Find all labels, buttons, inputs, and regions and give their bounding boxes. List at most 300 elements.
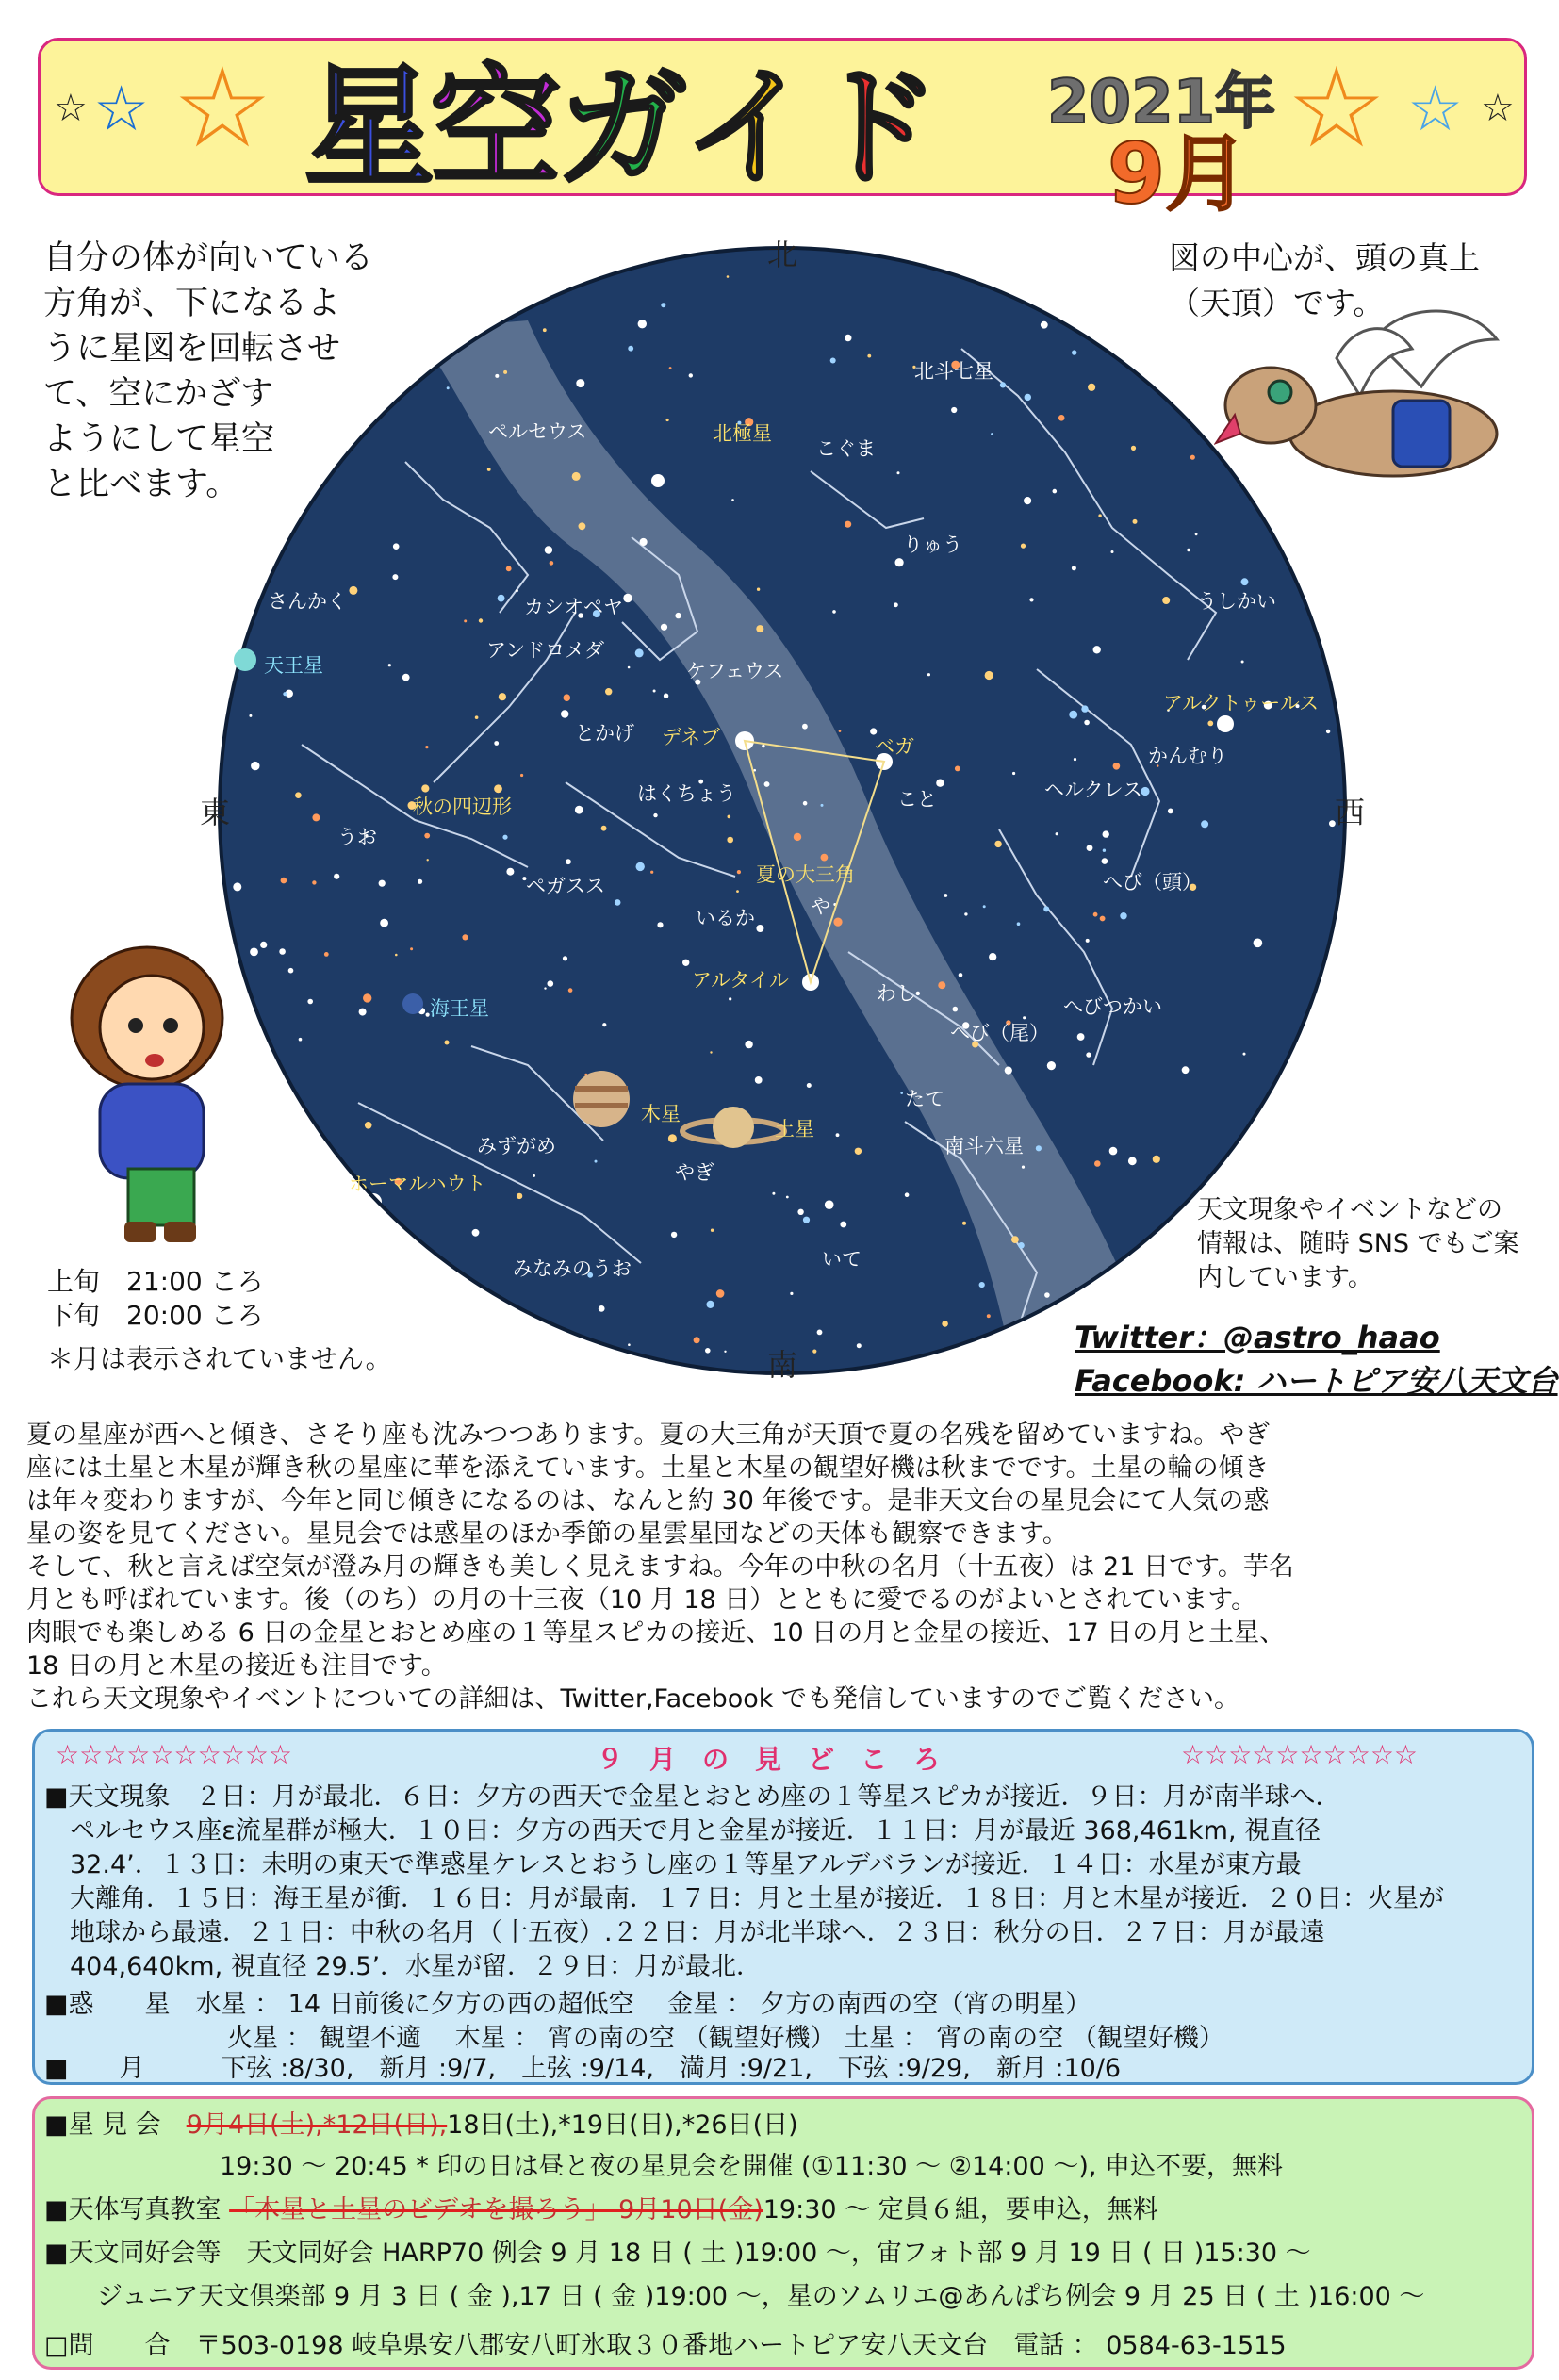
star-dot — [867, 354, 871, 358]
highlights-heading: ９ 月 の 見 ど こ ろ — [597, 1744, 941, 1775]
star-dot — [564, 694, 571, 701]
star-dot — [548, 980, 554, 987]
star-dot — [830, 358, 836, 364]
star-dot — [1036, 1145, 1042, 1151]
star-dot — [797, 1209, 803, 1215]
star-dot — [544, 987, 546, 989]
constellation-label: へびつかい — [1063, 995, 1162, 1018]
star-dot — [498, 595, 505, 602]
phenomena-line: 大離角．１５日：海王星が衝．１６日：月が最南．１７日：月と土星が接近．１８日：月と木星が接近．２０日：火星が — [44, 1884, 1444, 1913]
star-dot — [755, 1076, 763, 1084]
star-dot — [334, 874, 339, 879]
star-dot — [1081, 705, 1088, 712]
star-dot — [711, 1229, 714, 1232]
bright-star — [1217, 715, 1234, 732]
star-dot — [388, 664, 391, 666]
star-dot — [602, 1023, 606, 1026]
star-dot — [1058, 415, 1065, 421]
star-dot — [1043, 906, 1049, 911]
star-icon: ☆ — [1287, 42, 1387, 172]
star-dot — [705, 1348, 711, 1354]
star-dot — [959, 973, 963, 977]
star-dot — [675, 613, 681, 618]
body-line: 18 日の月と木星の接近も注目です。 — [26, 1651, 447, 1681]
club-line: ジュニア天文倶楽部 9 月 3 日 ( 金 ),17 日 ( 金 )19:00 ～，星のソムリエ@あんぱち例会 9 月 25 日 ( 土 )16:00 ～ — [97, 2282, 1425, 2311]
photo-class-cancelled: 「木星と土星のビデオを撮ろう」 9月10日(金) — [229, 2195, 763, 2224]
star-dot — [1131, 446, 1136, 451]
constellation-label: 北極星 — [713, 422, 772, 445]
star-dot — [964, 912, 967, 915]
constellation-label: へび（頭） — [1103, 871, 1202, 894]
star-dot — [1086, 1052, 1091, 1057]
star-dot — [561, 710, 568, 717]
star-dot — [572, 472, 581, 481]
star-dot — [1024, 497, 1031, 504]
star-dot — [393, 543, 400, 550]
star-dot — [936, 780, 944, 787]
star-dot — [794, 833, 801, 841]
sns-note-line: 情報は、随時 SNS でもご案 — [1197, 1229, 1519, 1258]
star-dot — [944, 894, 947, 897]
star-dot — [832, 610, 836, 614]
star-dot — [520, 774, 523, 777]
intro-line: 自分の体が向いている — [43, 239, 374, 277]
star-dot — [283, 692, 287, 696]
star-dot — [418, 879, 422, 884]
star-dot — [475, 715, 479, 719]
star-dot — [1029, 598, 1033, 601]
star-dot — [628, 346, 633, 352]
star-dot — [380, 919, 388, 927]
star-dot — [628, 1343, 631, 1346]
star-dot — [402, 674, 410, 681]
star-dot — [640, 538, 648, 546]
direction-south: 南 — [766, 1347, 797, 1383]
constellation-label: 天王星 — [264, 654, 323, 677]
star-dot — [817, 1330, 823, 1336]
star-dot — [716, 1289, 725, 1298]
star-dot — [802, 724, 808, 730]
star-dot — [502, 835, 507, 840]
neptune-icon — [402, 993, 423, 1014]
star-dot — [1047, 1061, 1056, 1070]
star-dot — [359, 1009, 367, 1016]
star-dot — [994, 841, 1001, 847]
star-dot — [894, 602, 898, 607]
year-label: 2021年 — [1047, 68, 1276, 138]
star-dot — [628, 666, 631, 669]
star-dot — [916, 992, 920, 995]
constellation-label: ケフェウス — [686, 660, 784, 682]
club-line: ■天文同好会等 天文同好会 HARP70 例会 9 月 18 日 ( 土 )19:00 ～，宙フォト部 9 月 19 日 ( 日 )15:30 ～ — [44, 2239, 1311, 2268]
star-dot — [653, 813, 657, 817]
star-dot — [1086, 939, 1090, 943]
star-dot — [503, 370, 507, 374]
star-dot — [288, 968, 294, 974]
star-dot — [566, 859, 571, 864]
body-line: は年々変わりますが、今年と同じ傾きになるのは、なんと約 30 年後です。是非天文台の星見会にて人気の惑 — [26, 1486, 1270, 1516]
constellation-label: はくちょう — [637, 782, 736, 805]
constellation-label: 海王星 — [430, 997, 489, 1020]
star-dot — [1072, 566, 1076, 570]
direction-west: 西 — [1334, 795, 1365, 830]
star-icon: ☆ — [54, 87, 88, 130]
twitter-link[interactable]: Twitter：@astro_haao — [1075, 1320, 1440, 1355]
constellation-label: いて — [822, 1248, 862, 1271]
star-dot — [710, 1051, 712, 1053]
star-dot — [636, 862, 645, 871]
constellation-label: ホーマルハウト — [349, 1173, 486, 1195]
star-dot — [953, 1007, 959, 1012]
star-dot — [836, 1133, 840, 1137]
star-dot — [427, 859, 429, 861]
star-dot — [1241, 661, 1244, 664]
star-dot — [845, 335, 851, 341]
star-dot — [1017, 922, 1021, 926]
star-dot — [938, 981, 945, 989]
star-dot — [1243, 1053, 1246, 1056]
photo-class-row — [44, 2193, 1158, 2227]
star-dot — [821, 804, 824, 807]
star-dot — [1005, 1067, 1012, 1075]
star-dot — [623, 594, 632, 602]
star-dot — [1128, 1157, 1137, 1165]
star-dot — [1072, 350, 1076, 354]
star-dot — [1113, 763, 1121, 770]
facebook-link[interactable]: Facebook: ハートピア安八天文台 — [1075, 1363, 1558, 1399]
constellation-label: うお — [337, 826, 377, 848]
star-icon: ☆ — [1481, 87, 1515, 130]
star-dot — [955, 766, 960, 772]
star-dot — [657, 922, 663, 927]
events-box — [32, 2096, 1534, 2370]
star-dot — [1168, 809, 1173, 814]
star-dot — [307, 999, 313, 1005]
constellation-label: ベガ — [875, 735, 914, 758]
star-dot — [1254, 939, 1263, 948]
photo-class-info: 19:30 ～ 定員６組，要申込，無料 — [763, 2195, 1158, 2224]
star-dot — [615, 899, 621, 906]
star-dot — [694, 1337, 700, 1343]
star-dot — [575, 806, 583, 814]
star-dot — [727, 837, 733, 844]
star-dot — [897, 471, 900, 474]
star-dot — [668, 1134, 677, 1142]
star-dot — [731, 499, 734, 501]
body-line: これら天文現象やイベントについての詳細は、Twitter,Facebook でも発信していますのでご覧ください。 — [26, 1684, 1239, 1714]
star-dot — [1087, 845, 1093, 851]
star-icon: ☆ — [93, 73, 150, 145]
body-line: 座には土星と木星が輝き秋の星座に華を添えています。土星と木星の観望好機は秋までです。土星の輪の傾き — [26, 1453, 1270, 1483]
star-dot — [1187, 549, 1190, 551]
constellation-label: アルタイル — [692, 969, 789, 992]
star-dot — [447, 386, 450, 389]
stargazing-label: ■星 見 会 — [44, 2110, 187, 2140]
star-dot — [395, 954, 398, 957]
phenomena-line: 404,640km, 視直径 29.5’．水星が留．２９日：月が最北． — [44, 1952, 763, 1981]
star-dot — [543, 328, 547, 332]
star-dot — [1021, 544, 1026, 549]
star-dot — [840, 1222, 846, 1228]
star-dot — [1056, 832, 1058, 835]
star-dot — [1182, 1066, 1190, 1074]
star-dot — [653, 690, 656, 693]
constellation-label: さんかく — [268, 590, 347, 613]
star-dot — [839, 730, 842, 732]
star-dot — [669, 367, 672, 369]
star-dot — [900, 1092, 903, 1094]
star-dot — [1053, 489, 1058, 494]
star-dot — [1201, 820, 1208, 828]
direction-north: 北 — [766, 237, 797, 272]
constellation-label: や — [811, 895, 830, 918]
planets-line: 火星 ： 観望不適 木星 ： 宵の南の空 （観望好機） 土星 ： 宵の南の空 （観望好機） — [227, 2024, 1224, 2053]
page-title — [304, 46, 937, 204]
phenomena-line: 32.4’．１３日：未明の東天で準惑星ケレスとおうし座の１等星アルデバランが接近．１４日：水星が東方最 — [44, 1850, 1302, 1879]
constellation-label: りゅう — [903, 533, 962, 556]
star-dot — [666, 419, 669, 421]
star-dot — [661, 624, 667, 631]
star-dot — [756, 625, 763, 632]
star-dot — [349, 586, 357, 595]
phenomena-line: ペルセウス座ε流星群が極大．１０日：夕方の西天で月と金星が接近．１１日：月が最近 368,461km, 視直径 — [44, 1816, 1321, 1846]
star-dot — [790, 1292, 793, 1295]
star-dot — [983, 905, 986, 908]
girl-illustration — [43, 943, 270, 1254]
star-dot — [1098, 514, 1101, 517]
contact-line: □問 合 〒503-0198 岐阜県安八郡安八町氷取３０番地ハートピア安八天文台 電話 ： 0584-63-1515 — [44, 2331, 1287, 2360]
star-dot — [1103, 849, 1106, 852]
star-dot — [579, 522, 586, 530]
star-dot — [1120, 912, 1126, 919]
intro-line: （天頂）です。 — [1169, 285, 1385, 321]
header-banner — [38, 38, 1527, 222]
star-dot — [568, 988, 573, 993]
constellation-label: 秋の四辺形 — [413, 796, 512, 818]
star-dot — [1162, 597, 1170, 604]
star-dot — [942, 1321, 948, 1327]
stargazing-cancelled: 9月4日(土),*12日(日), — [186, 2110, 448, 2140]
body-line: 月とも呼ばれています。後（のち）の月の十三夜（10 月 18 日）とともに愛でるのがよいとされています。 — [26, 1585, 1257, 1615]
star-dot — [506, 566, 512, 571]
star-dot — [729, 997, 731, 1000]
star-dot — [650, 871, 653, 874]
body-line: そして、秋と言えば空気が澄み月の輝きも美しく見えますね。今年の中秋の名月（十五夜）は 21 日です。芋名 — [26, 1552, 1294, 1582]
star-dot — [279, 948, 286, 955]
body-line: 夏の星座が西へと傾き、さそり座も沈みつつあります。夏の大三角が天頂で夏の名残を留めていますね。やぎ — [26, 1420, 1271, 1450]
constellation-label: かんむり — [1148, 745, 1227, 767]
star-dot — [857, 1343, 862, 1348]
star-dot — [462, 934, 468, 940]
constellation-label: アルクトゥールス — [1163, 692, 1320, 714]
star-dot — [445, 1041, 450, 1045]
jupiter-icon — [573, 1071, 630, 1127]
star-icon: ☆ — [172, 42, 272, 172]
photo-class-label: ■天体写真教室 — [44, 2195, 230, 2224]
star-dot — [772, 1192, 775, 1195]
star-dot — [635, 648, 644, 657]
star-dot — [410, 947, 413, 950]
stargazing-row — [44, 2109, 798, 2142]
star-dot — [464, 619, 467, 622]
planets-line: ■惑 星 水星 ： 14 日前後に夕方の西の超低空 金星 ： 夕方の南西の空（宵の明星） — [44, 1990, 1091, 2019]
star-dot — [363, 993, 371, 1002]
star-dot — [425, 746, 428, 748]
constellation-label: ヘルクレス — [1044, 779, 1142, 801]
star-icon: ☆ — [1407, 73, 1464, 145]
sns-note-line: 天文現象やイベントなどの — [1197, 1195, 1502, 1224]
star-dot — [927, 673, 930, 676]
star-dot — [1093, 646, 1101, 653]
flying-dog-illustration — [1214, 302, 1544, 509]
star-dot — [563, 956, 567, 960]
star-dot — [803, 801, 808, 806]
star-dot — [312, 880, 316, 884]
constellation-label: アンドロメダ — [486, 639, 605, 662]
star-dot — [599, 1305, 605, 1312]
star-dot — [487, 468, 491, 471]
star-dot — [517, 1193, 522, 1199]
star-dot — [728, 815, 731, 819]
star-dot — [576, 379, 584, 387]
star-dot — [905, 1192, 910, 1197]
star-dot — [1326, 730, 1330, 733]
star-dot — [1100, 916, 1106, 922]
constellation-label: ペルセウス — [488, 420, 587, 443]
star-dot — [1077, 1033, 1085, 1041]
constellation-label: いるか — [696, 907, 755, 929]
star-dot — [516, 589, 518, 592]
star-dot — [424, 833, 430, 839]
star-dot — [1012, 772, 1015, 775]
star-dot — [595, 1160, 598, 1163]
constellation-label: ペガスス — [526, 875, 605, 897]
constellation-label: やぎ — [675, 1161, 714, 1184]
intro-line: て、空にかざす — [43, 375, 274, 413]
sns-note — [1197, 1193, 1546, 1295]
star-dot — [671, 1232, 677, 1238]
star-dot — [251, 762, 259, 770]
heading-stars-left: ☆☆☆☆☆☆☆☆☆☆ — [56, 1739, 293, 1770]
star-dot — [689, 373, 693, 377]
star-dot — [1094, 1160, 1101, 1167]
star-dot — [855, 1148, 862, 1155]
body-line: 肉眼でも楽しめる 6 日の金星とおとめ座の１等星スピカの接近、10 日の月と金星の接近、17 日の月と土星、 — [26, 1618, 1286, 1648]
title-char: イ — [683, 52, 811, 204]
star-dot — [1153, 1156, 1160, 1163]
uranus-icon — [234, 648, 256, 671]
star-dot — [845, 521, 851, 528]
star-dot — [987, 1314, 991, 1318]
star-dot — [1190, 455, 1195, 460]
star-dot — [833, 918, 842, 927]
star-dot — [533, 1174, 535, 1177]
highlights-box — [32, 1729, 1534, 2085]
star-dot — [1111, 550, 1114, 553]
star-dot — [764, 781, 770, 787]
star-dot — [1041, 321, 1048, 329]
star-dot — [479, 618, 483, 622]
star-dot — [605, 688, 612, 695]
star-dot — [1074, 758, 1076, 761]
star-dot — [1093, 912, 1098, 917]
star-dot — [807, 1083, 812, 1088]
title-char: 星 — [304, 52, 432, 204]
star-dot — [803, 1217, 810, 1223]
constellation-label: 夏の大三角 — [756, 863, 855, 886]
star-dot — [1018, 1242, 1025, 1249]
constellation-label: みなみのうお — [513, 1257, 632, 1280]
time-late: 下旬 20:00 ころ — [47, 1300, 264, 1331]
star-dot — [1103, 830, 1109, 837]
star-dot — [494, 741, 499, 746]
constellation-label: こと — [897, 788, 937, 811]
star-dot — [472, 1229, 480, 1237]
star-dot — [495, 374, 499, 378]
direction-east: 東 — [199, 795, 230, 830]
star-dot — [299, 1038, 303, 1042]
star-dot — [664, 694, 668, 698]
star-dot — [1207, 721, 1213, 727]
star-dot — [601, 826, 607, 831]
star-dot — [281, 878, 287, 884]
phenomena-line: 地球から最遠．２１日：中秋の名月（十五夜）.２２日：月が北半球へ．２３日：秋分の日．２７日：月が最遠 — [44, 1918, 1325, 1947]
star-dot — [682, 960, 689, 966]
star-dot — [1000, 382, 1006, 387]
star-dot — [392, 574, 398, 580]
constellation-label: カシオペヤ — [524, 596, 623, 618]
constellation-label: 北斗七星 — [914, 360, 993, 383]
constellation-label: 木星 — [641, 1103, 681, 1125]
star-dot — [379, 880, 386, 887]
heading-stars-right: ☆☆☆☆☆☆☆☆☆☆ — [1181, 1739, 1419, 1770]
intro-line: と比べます。 — [43, 466, 239, 503]
star-dot — [812, 1350, 816, 1354]
star-dot — [1102, 858, 1108, 864]
star-dot — [989, 953, 996, 960]
constellation-label: たて — [905, 1088, 944, 1110]
constellation-label: デネブ — [662, 726, 721, 748]
star-dot — [365, 1122, 372, 1129]
constellation-label: わし — [877, 982, 916, 1005]
star-dot — [756, 925, 763, 932]
star-dot — [499, 693, 506, 700]
star-dot — [1084, 720, 1090, 726]
stargazing-time: 19:30 ～ 20:45 * 印の日は昼と夜の星見会を開催 (①11:30 ～ ②14:00 ～), 申込不要，無料 — [220, 2152, 1284, 2181]
star-dot — [962, 1222, 966, 1225]
star-dot — [895, 558, 904, 566]
star-dot — [736, 890, 739, 893]
star-dot — [707, 1301, 714, 1308]
star-dot — [762, 745, 764, 747]
constellation-label: こぐま — [816, 437, 876, 460]
star-dot — [312, 813, 320, 821]
constellation-label: とかげ — [575, 722, 634, 745]
star-dot — [1241, 578, 1249, 585]
constellation-label: うしかい — [1197, 590, 1276, 613]
star-dot — [1109, 1147, 1118, 1156]
star-dot — [757, 588, 760, 591]
moon-phases-line: ■ 月 下弦 :8/30, 新月 :9/7, 上弦 :9/14, 満月 :9/21, 下弦 :9/29, 新月 :10/6 — [44, 2054, 1122, 2083]
star-dot — [1133, 519, 1138, 524]
star-dot — [951, 407, 957, 413]
title-char: 空 — [431, 52, 558, 204]
constellation-label: 土星 — [775, 1118, 814, 1141]
star-dot — [1044, 1292, 1050, 1298]
star-dot — [249, 714, 252, 717]
star-dot — [550, 561, 554, 566]
star-dot — [1069, 711, 1077, 719]
